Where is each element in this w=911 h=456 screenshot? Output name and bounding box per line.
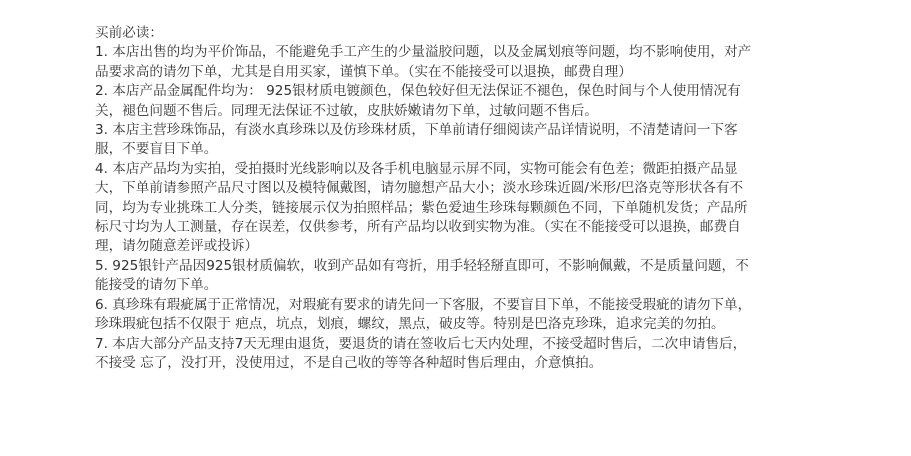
notice-line: 5. 925银针产品因925银材质偏软，收到产品如有弯折，用手轻轻掰直即可，不影响佩戴，不是质量问题，不: [95, 257, 749, 274]
notice-line: 关，褪色问题不售后。同理无法保证不过敏，皮肤娇嫩请勿下单，过敏问题不售后。: [95, 102, 598, 119]
notice-line: 4. 本店产品均为实拍，受拍摄时光线影响以及各手机电脑显示屏不同，实物可能会有色差；微距拍摄产品显: [95, 160, 738, 177]
notice-line: 7. 本店大部分产品支持7天无理由退货，要退货的请在签收后七天内处理，不接受超时售后，二次申请售后，: [95, 335, 747, 352]
notice-item-6: [95, 296, 811, 335]
notice-line: 2. 本店产品金属配件均为： 925银材质电镀颜色，保色较好但无法保证不褪色，保色时间与个人使用情况有: [95, 83, 741, 100]
purchase-notice: [95, 24, 811, 373]
notice-item-5: [95, 257, 811, 296]
notice-line: 标尺寸均为人工测量，存在误差，仅供参考，所有产品均以收到实物为准。（实在不能接受可以退换，邮费自: [95, 219, 741, 236]
notice-line: 能接受的请勿下单。: [95, 277, 218, 294]
notice-list: [95, 43, 811, 373]
notice-line: 不接受 忘了，没打开，没使用过，不是自己收的等等各种超时售后理由，介意慎拍。: [95, 354, 603, 371]
notice-line: 6. 真珍珠有瑕疵属于正常情况，对瑕疵有要求的请先问一下客服，不要盲目下单，不能接受瑕疵的请勿下单，: [95, 296, 752, 313]
notice-item-2: [95, 82, 811, 121]
notice-line: 品要求高的请勿下单，尤其是自用买家，谨慎下单。（实在不能接受可以退换，邮费自理）: [95, 63, 632, 80]
notice-line: 理，请勿随意差评或投诉）: [95, 238, 259, 255]
notice-line: 3. 本店主营珍珠饰品，有淡水真珍珠以及仿珍珠材质，下单前请仔细阅读产品详情说明，不清楚请问一下客: [95, 122, 738, 139]
notice-item-3: [95, 121, 811, 160]
notice-line: 1. 本店出售的均为平价饰品，不能避免手工产生的少量溢胶问题，以及金属划痕等问题，均不影响使用，对产: [95, 44, 752, 61]
notice-line: 同，均为专业挑珠工人分类，链接展示仅为拍照样品；紫色爱迪生珍珠每颗颜色不同，下单随机发货；产品所: [95, 199, 748, 216]
notice-item-4: [95, 160, 811, 257]
notice-line: 珍珠瑕疵包括不仅限于 疤点，坑点，划痕，螺纹，黑点，破皮等。特别是巴洛克珍珠，追求完美的勿拍。: [95, 316, 725, 333]
notice-item-7: [95, 335, 811, 374]
notice-item-1: [95, 43, 811, 82]
notice-title: 买前必读：: [95, 25, 163, 41]
notice-line: 服，不要盲目下单。: [95, 141, 218, 158]
notice-line: 大，下单前请参照产品尺寸图以及模特佩戴图，请勿臆想产品大小；淡水珍珠近圆/米形/巴洛克等形状各有不: [95, 180, 744, 197]
